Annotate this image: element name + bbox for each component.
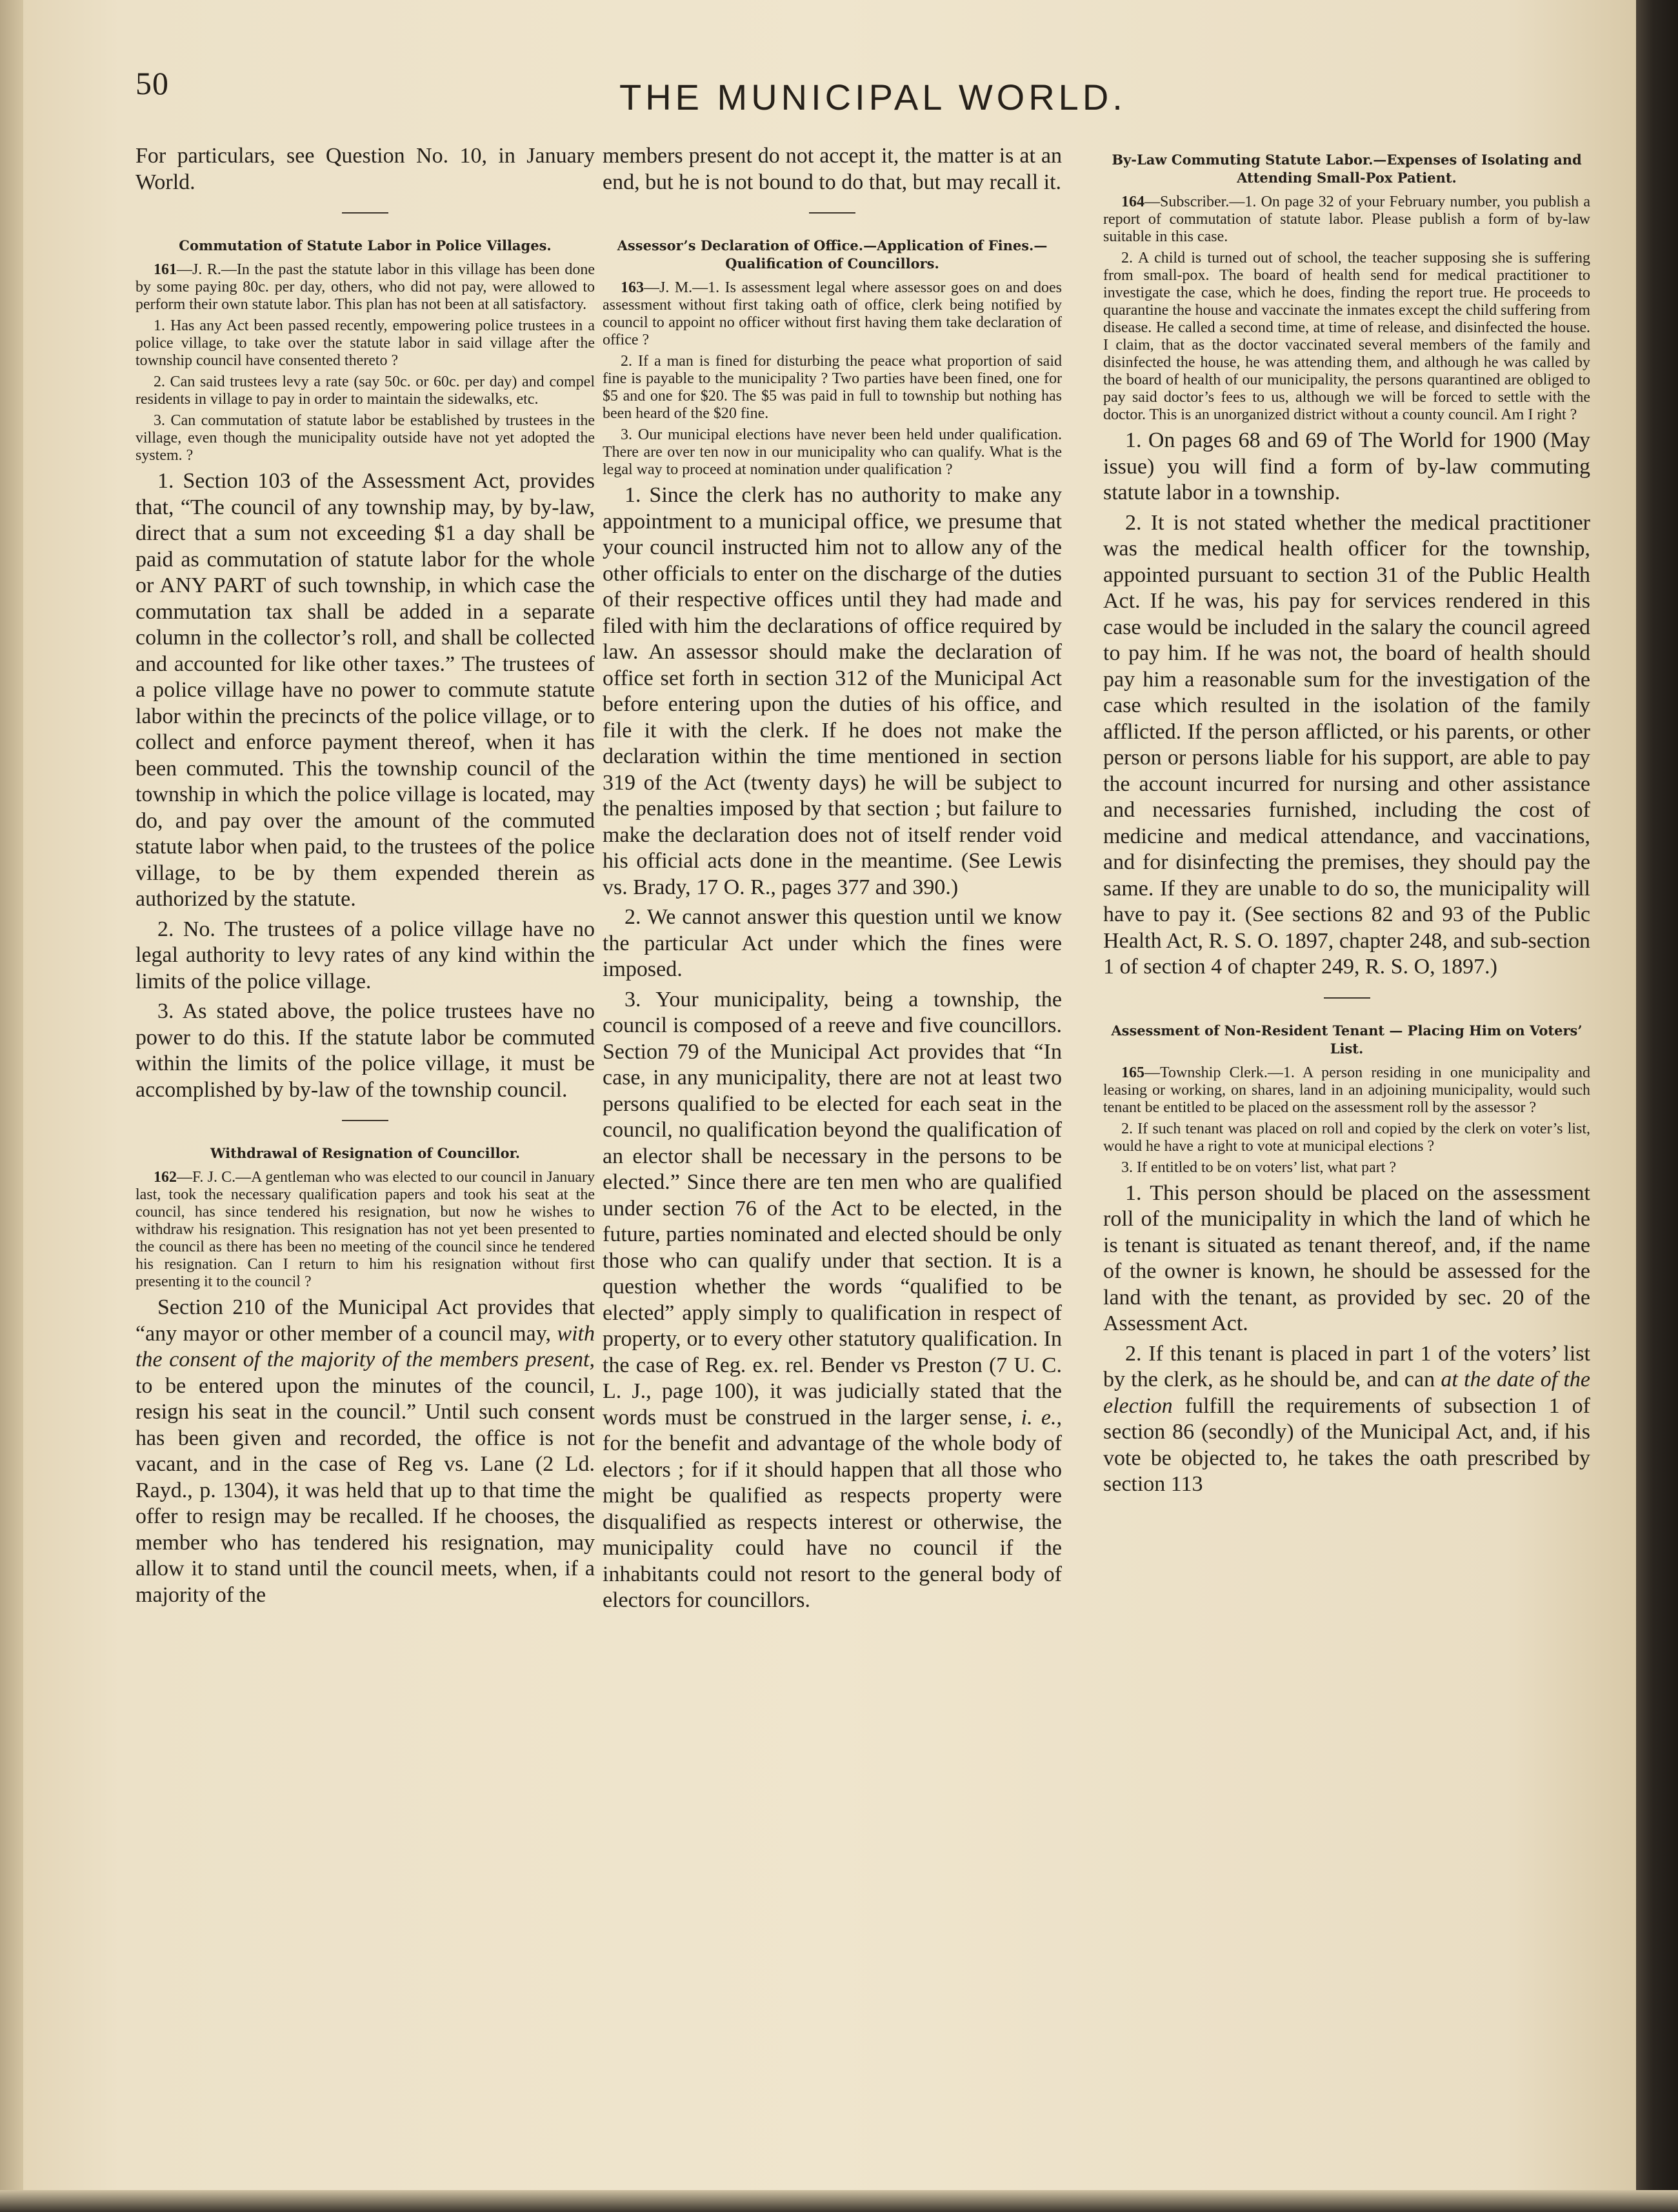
- answer-164-part-1: 1. On pages 68 and 69 of The World for 1900 (May issue) you will find a form of by-law commuting statute labor in a township.: [1103, 428, 1590, 504]
- column-3: [1103, 143, 1590, 1502]
- question-number: 162: [154, 1169, 177, 1186]
- answer-161-part-2: 2. No. The trustees of a police village have no legal authority to levy rates of any kind within the limits of the police village.: [135, 917, 595, 993]
- page-number: 50: [135, 65, 169, 101]
- question-number: 163: [621, 279, 644, 296]
- question-body: —F. J. C.—A gentleman who was elected to our council in January last, took the necessary qualification papers and took his seat at the council, has since tendered his resignation, but now he wishes to withdraw his resignation. This resignation has not yet been presented to the council as there has been no meeting of the council since he tendered his resignation. Can I return to him his resignation without first presenting it to the council ?: [135, 1169, 595, 1290]
- answer-165-part-2: [1103, 1341, 1590, 1498]
- answer-text: to be entered upon the minutes of the council, resign his seat in the council.” Until such consent has been given and recorded, the office is not vacant, and in the case of Reg vs. Lane (2 Ld. Rayd., p. 1304), it was held that up to that time the offer to resign may be recalled. If he chooses, the member who has tendered his resignation, may allow it to stand until the council meets, when, if a majority of the: [135, 1373, 595, 1607]
- column-2: [603, 143, 1062, 1618]
- masthead-title: THE MUNICIPAL WORLD.: [619, 77, 1126, 117]
- question-162-heading: Withdrawal of Resignation of Councillor.: [210, 1145, 521, 1161]
- question-162-text: [135, 1169, 595, 1291]
- question-body: —J. R.—In the past the statute labor in this village has been done by some paying 80c. per day, others, who did not pay, were allowed to perform their own statute labor. This plan has not been at all satisfactory.: [135, 261, 595, 313]
- answer-italic: i. e.,: [1021, 1405, 1062, 1430]
- answer-italic: at the date of the election: [1103, 1368, 1590, 1418]
- question-number: 164: [1121, 194, 1144, 210]
- answer-161-part-1: 1. Section 103 of the Assessment Act, provides that, “The council of any township may, by by-law, direct that a sum not exceeding $1 a day shall be paid as commutation of statute labor for the whole or ANY PART of such township, in which case the commutation tax shall be added in a separate column in the collector’s roll, and shall be collected and accounted for like other taxes.” The trustees of a police village have no power to commute statute labor within the precincts of the police village, or to collect and enforce payment thereof, when it has been commuted. This the township council of the township in which the police village is located, may do, and pay over the amount of the commuted statute labor when paid, to the trustees of the police village, to be by them expended therein as authorized by the statute.: [135, 469, 595, 911]
- answer-text: fulfill the requirements of subsection 1 of section 86 (secondly) of the Municipal Act, and, if his vote be objected to, he takes the oath prescribed by section 113: [1103, 1393, 1590, 1496]
- question-number: 165: [1121, 1064, 1144, 1081]
- question-165-text: [1103, 1064, 1590, 1117]
- answer-163-part-2: 2. We cannot answer this question until we know the particular Act under which the fines were imposed.: [603, 905, 1062, 981]
- question-163-heading: Assessor’s Declaration of Office.—Application of Fines.—Qualification of Councillors.: [617, 237, 1048, 272]
- column-1: [135, 143, 595, 1612]
- question-161-part-2: 2. Can said trustees levy a rate (say 50c. or 60c. per day) and compel residents in village to pay in order to maintain the sidewalks, etc.: [135, 374, 595, 408]
- answer-161-part-3: 3. As stated above, the police trustees have no power to do this. If the statute labor be commuted within the limits of the police village, it must be accomplished by by-law of the township council.: [135, 999, 595, 1102]
- book-edge: [1636, 0, 1678, 2212]
- question-161-heading: Commutation of Statute Labor in Police Villages.: [179, 237, 552, 254]
- question-body: —J. M.—1. Is assessment legal where assessor goes on and does assessment without first taking oath of office, clerk being notified by council to appoint no officer without first having them take declaration of office ?: [603, 279, 1062, 348]
- question-161-part-1: 1. Has any Act been passed recently, empowering police trustees in a police village, to take over the statute labor in said village after the township council have consented thereto ?: [135, 317, 595, 369]
- bottom-edge: [0, 2190, 1678, 2212]
- question-161-part-3: 3. Can commutation of statute labor be established by trustees in the village, even though the municipality outside have not yet adopted the system. ?: [135, 412, 595, 464]
- section-divider: [342, 1120, 388, 1121]
- answer-163-part-3: [603, 987, 1062, 1614]
- answer-165-part-1: 1. This person should be placed on the assessment roll of the municipality in which the land of which he is tenant is situated as tenant thereof, and, if the name of the owner is known, he should be assessed for the land with the tenant, as provided by sec. 20 of the Assessment Act.: [1103, 1181, 1590, 1335]
- question-163-text: [603, 279, 1062, 349]
- question-164-text: [1103, 194, 1590, 246]
- question-165-heading: Assessment of Non-Resident Tenant — Placing Him on Voters’ List.: [1111, 1022, 1583, 1057]
- question-164-part-2: 2. A child is turned out of school, the teacher supposing she is suffering from small-pox. The board of health send for medical practitioner to investigate the case, which he does, finding the report true. He proceeds to quarantine the house and vaccinate the inmates except the child suffering from disease. He called a second time, at time of release, and disinfected the house. I claim, that as the doctor vaccinated several members of the family and disinfected the house, he was attending them, and although he was called by the board of health of our municipality, the persons quarantined are obliged to pay said doctor’s fees to us, although we will be forced to settle with the doctor. This is an unorganized district without a county council. Am I right ?: [1103, 250, 1590, 423]
- answer-text: for the benefit and advantage of the whole body of electors ; for if it should happen that all those who might be qualified as respects property were disqualified as respects interest or otherwise, the municipality could have no council if the inhabitants could not resort to the general body of electors for councillors.: [603, 1431, 1062, 1612]
- question-165-part-2: 2. If such tenant was placed on roll and copied by the clerk on voter’s list, would he have a right to vote at municipal elections ?: [1103, 1120, 1590, 1155]
- section-divider: [809, 212, 855, 214]
- question-164-heading: By-Law Commuting Statute Labor.—Expenses of Isolating and Attending Small-Pox Patient.: [1112, 152, 1582, 186]
- answer-text: 2. If this tenant is placed in part 1 of the voters’ list by the clerk, as he should be, and can: [1103, 1341, 1590, 1391]
- answer-text: 3. Your municipality, being a township, the council is composed of a reeve and five councillors. Section 79 of the Municipal Act provides that “In case, in any municipality, there are not at least two persons qualified to be elected for each seat in the council, no qualification beyond the qualification of an elector shall be necessary in the persons to be elected.” Since there are ten men who are qualified under section 76 of the Act to be elected, in the future, parties nominated and elected should be only those who can qualify under that section. It is a question whether the words “qualified to be elected” apply simply to qualification in respect of property, or to every other statutory qualification. In the case of Reg. ex. rel. Bender vs Preston (7 U. C. L. J., page 100), it was judicially stated that the words must be construed in the larger sense,: [603, 987, 1062, 1430]
- continued-paragraph: members present do not accept it, the matter is at an end, but he is not bound to do that, but may recall it.: [603, 144, 1062, 194]
- answer-164-part-2: 2. It is not stated whether the medical practitioner was the medical health officer for the township, appointed pursuant to section 31 of the Public Health Act. If he was, his pay for services rendered in this case would be included in the salary the council agreed to pay him. If he was not, the board of health should pay him a reasonable sum for the investigation of the case which resulted in the isolation of the family afflicted. If the person afflicted, or his parents, or other person or persons liable for his support, are able to pay the account incurred for nursing and other assistance and necessaries furnished, including the cost of medicine and medical attendance, and vaccinations, and for disinfecting the premises, they should pay the same. If they are unable to do so, the municipality will have to pay it. (See sections 82 and 93 of the Public Health Act, R. S. O. 1897, chapter 248, and sub-section 1 of section 4 of chapter 249, R. S. O, 1897.): [1103, 510, 1590, 979]
- answer-163-part-1: 1. Since the clerk has no authority to make any appointment to a municipal office, we presume that your council instructed him not to allow any of the other officials to enter on the discharge of the duties of their respective offices until they had made and filed with him the declarations of office required by law. An assessor should make the declaration of office set forth in section 312 of the Municipal Act before entering upon the duties of his office, and file it with the clerk. If he does not make the declaration within the time mentioned in section 319 of the Act (twenty days) he will be subject to the penalties imposed by that section ; but failure to make the declaration does not of itself render void his official acts done in the meantime. (See Lewis vs. Brady, 17 O. R., pages 377 and 390.): [603, 483, 1062, 899]
- section-divider: [342, 212, 388, 214]
- question-body: —Subscriber.—1. On page 32 of your February number, you publish a report of commutation of statute labor. Please publish a form of by-law suitable in this case.: [1103, 194, 1590, 245]
- answer-italic: with the consent of the majority of the members present,: [135, 1321, 595, 1371]
- answer-162: [135, 1295, 595, 1608]
- question-161-text: [135, 261, 595, 314]
- question-165-part-3: 3. If entitled to be on voters’ list, what part ?: [1121, 1159, 1397, 1176]
- intro-paragraph: For particulars, see Question No. 10, in January World.: [135, 144, 595, 194]
- answer-text: Section 210 of the Municipal Act provides that “any mayor or other member of a council may,: [135, 1295, 595, 1346]
- section-divider: [1324, 997, 1370, 999]
- question-163-part-3: 3. Our municipal elections have never been held under qualification. There are over ten now in our municipality who can qualify. What is the legal way to proceed at nomination under qualification ?: [603, 426, 1062, 478]
- question-163-part-2: 2. If a man is fined for disturbing the peace what proportion of said fine is payable to the municipality ? Two parties have been fined, one for $5 and one for $20. The $5 was paid in full to township but nothing has been heard of the $20 fine.: [603, 353, 1062, 422]
- binding-gutter: [0, 0, 26, 2212]
- question-body: —Township Clerk.—1. A person residing in one municipality and leasing or working, on shares, land in an adjoining municipality, would such tenant be entitled to be placed on the assessment roll by the assessor ?: [1103, 1064, 1590, 1116]
- question-number: 161: [154, 261, 177, 278]
